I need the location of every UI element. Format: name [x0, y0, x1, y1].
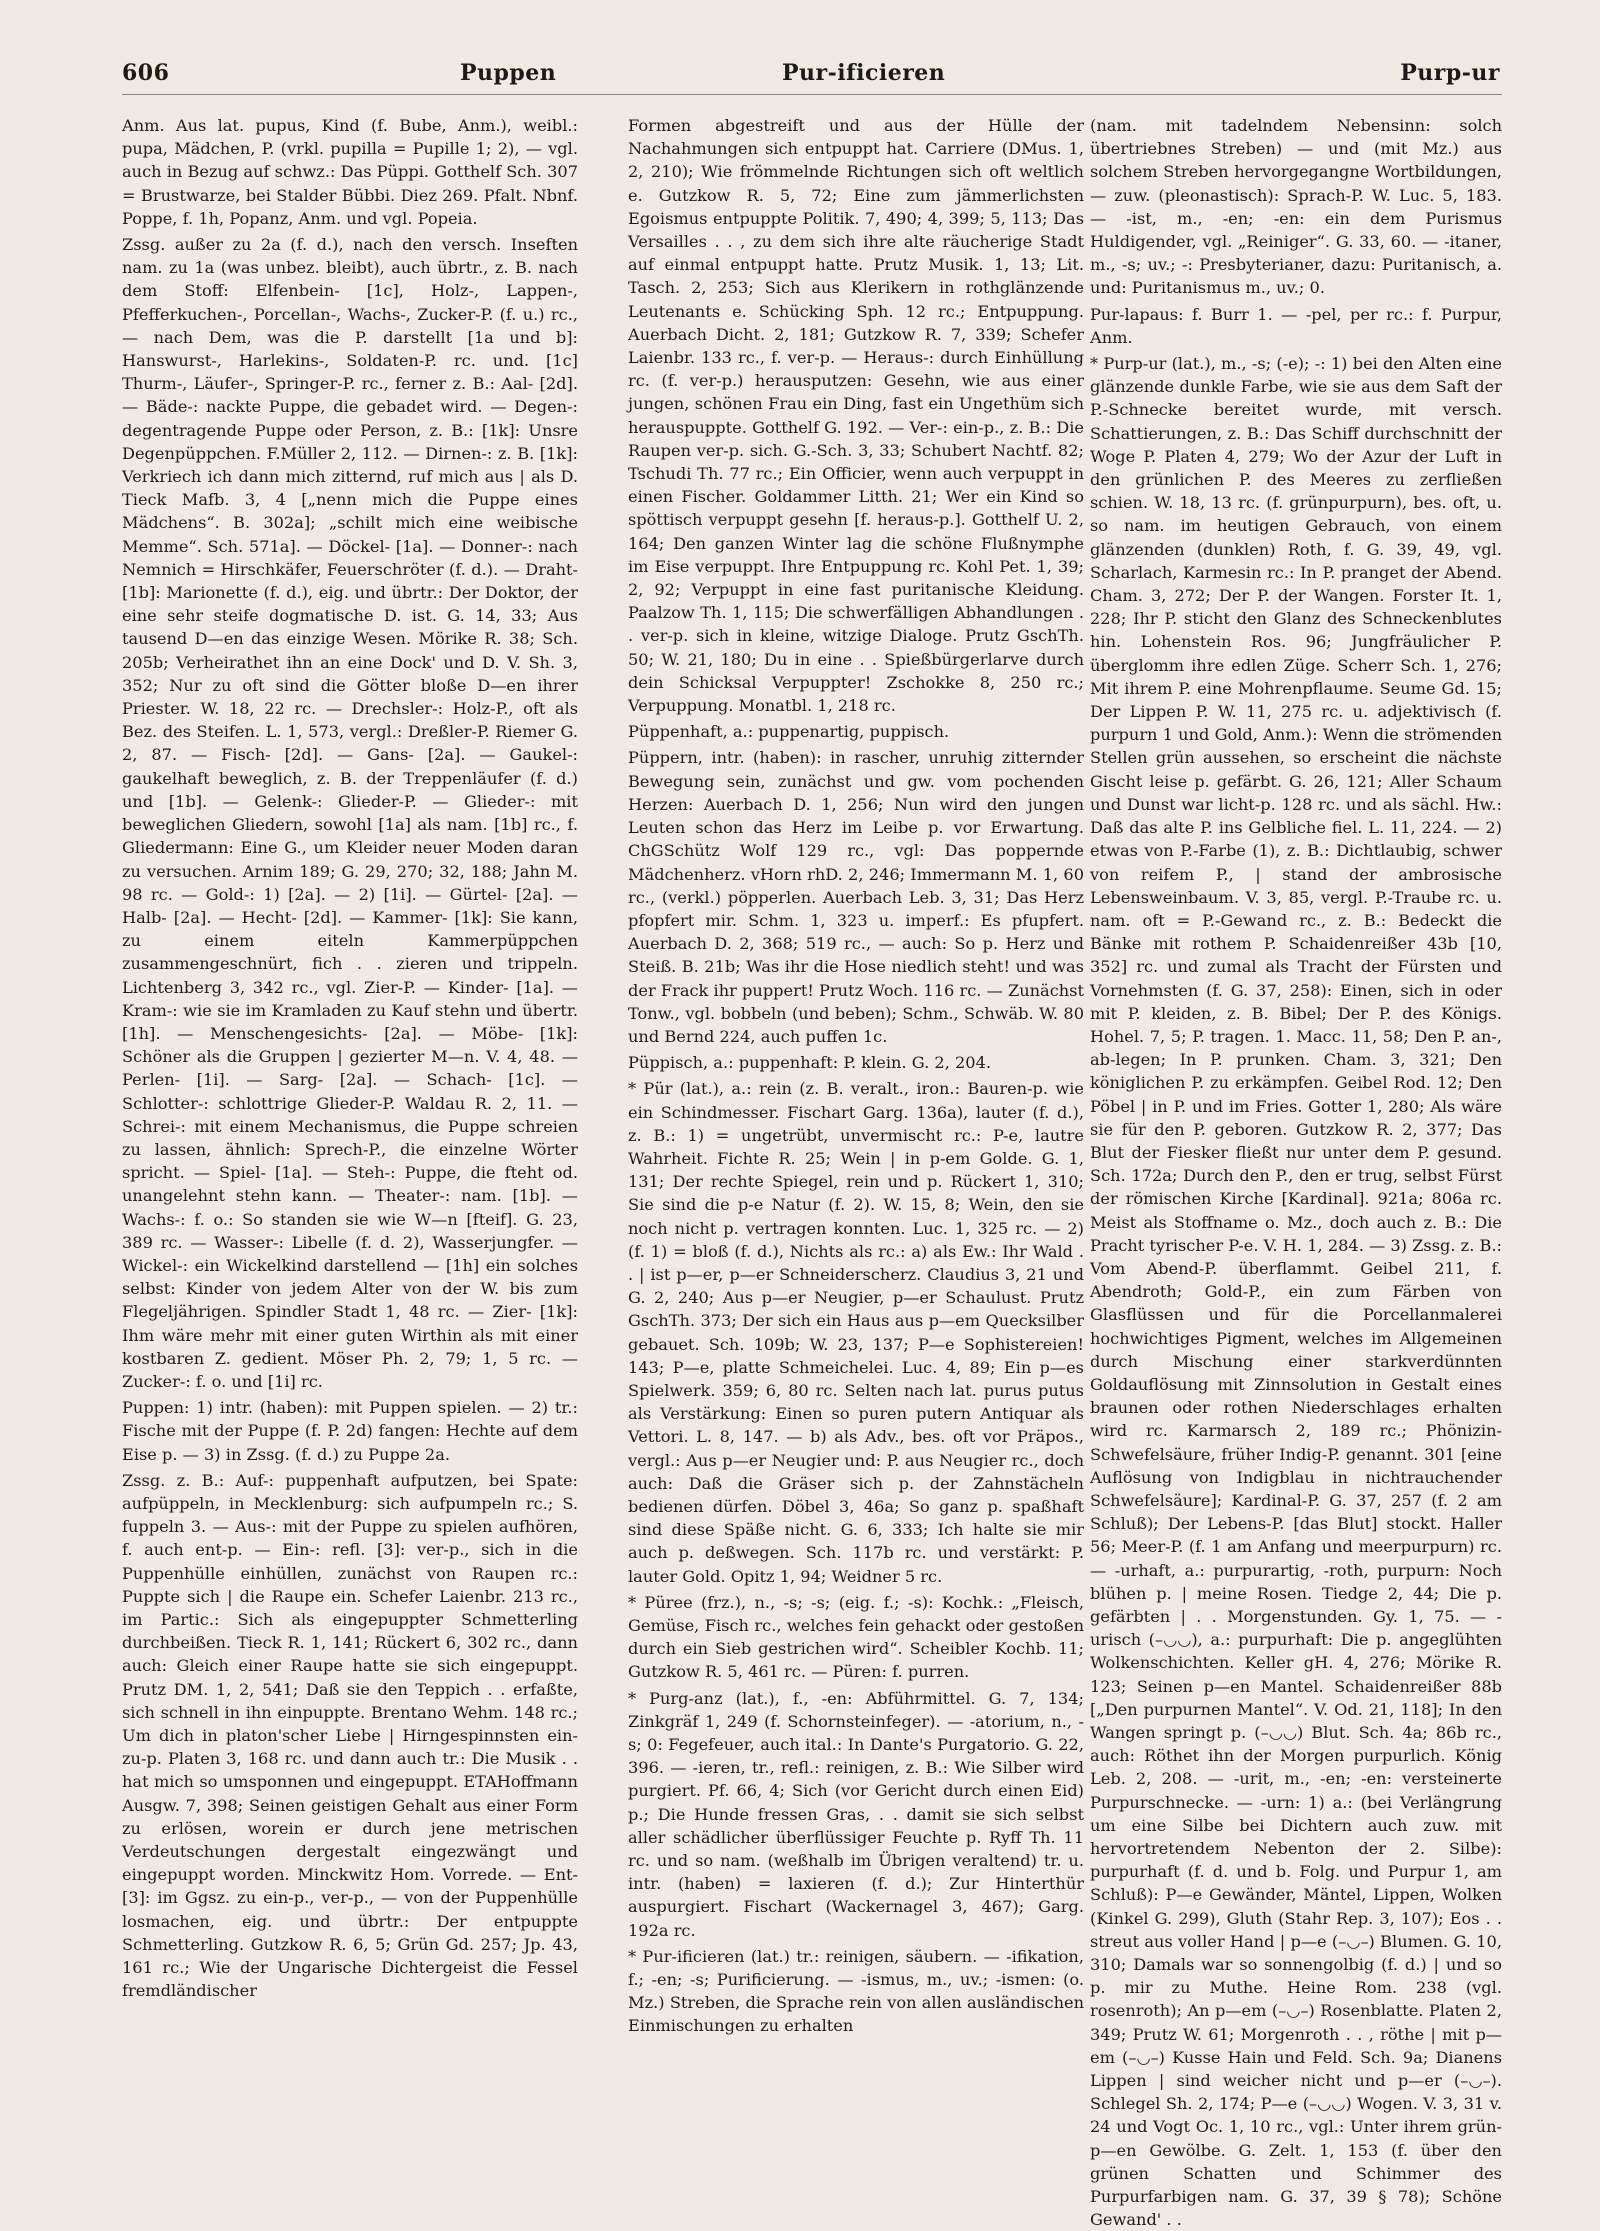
page-header — [122, 60, 1502, 95]
page-number: 606 — [122, 60, 170, 86]
column-middle — [628, 114, 1084, 2036]
entry-paragraph: Pur-lapaus: f. Burr 1. — -pel, per rc.: f. Purpur, Anm. — [1090, 304, 1502, 347]
entry-paragraph: (nam. mit tadelndem Nebensinn: solch übertriebnes Streben) — und (mit Mz.) aus solchem Streben hervorgegangne Wortbildungen, — zuw. (pleonastisch): Sprach-P. W. Luc. 5, 183. — -ist, m., -en; -en: ein dem Purismus Huldigender, vgl. „Reiniger“. G. 33, 60. — -itaner, m., -s; uv.; -: Presbyterianer, dazu: Puritanisch, a. und: Puritanismus m., uv.; 0. — [1090, 116, 1502, 298]
entry-paragraph: * Pur-ificieren (lat.) tr.: reinigen, säubern. — -ifikation, f.; -en; -s; Purificierung. — -ismus, m., uv.; -ismen: (o. Mz.) Streben, die Sprache rein von allen ausländischen Einmischungen zu erhalten — [628, 1946, 1084, 2036]
entry-paragraph: Püppern, intr. (haben): in rascher, unruhig zitternder Bewegung sein, zunächst und gw. vom pochenden Herzen: Auerbach D. 1, 256; Nun wird den jungen Leuten schon das Herz im Leibe p. vor Erwartung. ChGSchütz Wolf 129 rc., vgl: Das poppernde Mädchenherz. vHorn rhD. 2, 246; Immermann M. 1, 60 rc., (verkl.) pöpperlen. Auerbach Leb. 3, 31; Das Herz pfopfert mir. Schm. 1, 323 u. imperf.: Es pfupfert. Auerbach D. 2, 368; 519 rc., — auch: So p. Herz und Steiß. B. 21b; Was ihr die Hose niedlich steht! und was der Frack ihr puppert! Prutz Woch. 116 rc. — Zunächst Tonw., vgl. bobbeln (und beben); Schm., Schwäb. W. 80 und Bernd 224, auch puffen 1c. — [628, 748, 1084, 1046]
entry-paragraph: Zssg. z. B.: Auf-: puppenhaft aufputzen, bei Spate: aufpüppeln, in Mecklenburg: sich aufpumpeln rc.; S. fuppeln 3. — Aus-: mit der Puppe zu spielen aufhören, f. auch ent-p. — Ein-: refl. [3]: ver-p., sich in die Puppenhülle einhüllen, zunächst von Raupen rc.: Puppte sich | die Raupe ein. Schefer Laienbr. 213 rc., im Partic.: Sich als eingepuppter Schmetterling durchbeißen. Tieck R. 1, 141; Rückert 6, 302 rc., dann auch: Gleich einer Raupe hatte sie sich eingepuppt. Prutz DM. 1, 2, 541; Daß sie den Teppich . . erfaßte, sich schnell in ihn einpuppte. Brentano Wehm. 148 rc.; Um dich in platon'scher Liebe | Hirngespinnsten ein-zu-p. Platen 3, 168 rc. und dann auch tr.: Die Musik . . hat mich so umsponnen und eingepuppt. ETAHoffmann Ausgw. 7, 398; Seinen geistigen Gehalt aus einer Form zu erlösen, worein er durch jene metrischen Verdeutschungen dergestalt eingezwängt und eingepuppt worden. Minckwitz Hom. Vorrede. — Ent- [3]: im Ggsz. zu ein-p., ver-p., — von der Puppenhülle losmachen, eig. und übrtr.: Der entpuppte Schmetterling. Gutzkow R. 6, 5; Grün Gd. 257; Jp. 43, 161 rc.; Wie der Ungarische Dichtergeist die Fessel fremdländischer — [122, 1470, 578, 2001]
column-left — [122, 114, 578, 2000]
entry-paragraph: Puppen: 1) intr. (haben): mit Puppen spielen. — 2) tr.: Fische mit der Puppe (f. P. 2d) fangen: Hechte auf dem Eise p. — 3) in Zssg. (f. d.) zu Puppe 2a. — [122, 1398, 578, 1464]
entry-paragraph: Formen abgestreift und aus der Hülle der Nachahmungen sich entpuppt hat. Carriere (DMus. 1, 2, 210); Wie frömmelnde Richtungen sich oft weltlich e. Gutzkow R. 5, 72; Eine zum jämmerlichsten Egoismus entpuppte Politik. 7, 490; 4, 399; 5, 113; Das Versailles . . , zu dem sich ihre alte räucherige Stadt auf einmal entpuppt hatte. Prutz Musik. 1, 13; Lit. Tasch. 2, 253; Sich aus Klerikern in rothglänzende Leutenants e. Schücking Sph. 12 rc.; Entpuppung. Auerbach Dicht. 2, 181; Gutzkow R. 7, 339; Schefer Laienbr. 133 rc., f. ver-p. — Heraus-: durch Einhüllung rc. (f. ver-p.) herausputzen: Gesehn, wie aus einer jungen, schönen Frau ein Ding, fast ein Ungethüm sich herauspuppte. Gotthelf G. 192. — Ver-: ein-p., z. B.: Die Raupen ver-p. sich. G.-Sch. 3, 33; Schubert Nachtf. 82; Tschudi Th. 77 rc.; Ein Officier, wenn auch verpuppt in einen Fischer. Goldammer Litth. 21; Wer ein Kind so spöttisch verpuppt gesehn [f. heraus-p.]. Gotthelf U. 2, 164; Den ganzen Winter lag die schöne Flußnymphe im Eise verpuppt. Ihre Entpuppung rc. Kohl Pet. 1, 39; 2, 92; Verpuppt in eine fast puritanische Kleidung. Paalzow Th. 1, 115; Die schwerfälligen Abhandlungen . . ver-p. sich in kleine, witzige Dialoge. Prutz GschTh. 50; W. 21, 180; Du in eine . . Spießbürgerlarve durch dein Schicksal Verpuppter! Zschokke 8, 250 rc.; Verpuppung. Monatbl. 1, 218 rc. — [628, 116, 1084, 716]
column-right — [1090, 114, 1502, 2230]
entry-paragraph: * Püree (frz.), n., -s; -s; (eig. f.; -s): Kochk.: „Fleisch, Gemüse, Fisch rc., welches fein gehackt oder gestoßen durch ein Sieb gestrichen wird“. Scheibler Kochb. 11; Gutzkow R. 5, 461 rc. — Püren: f. purren. — [628, 1592, 1084, 1682]
header-left-keyword: Puppen — [460, 60, 557, 86]
entry-paragraph: * Pür (lat.), a.: rein (z. B. veralt., iron.: Bauren-p. wie ein Schindmesser. Fischart Garg. 136a), lauter (f. d.), z. B.: 1) = ungetrübt, unvermischt rc.: P-e, lautre Wahrheit. Fichte R. 25; Wein | in p-em Golde. G. 1, 131; Der rechte Spiegel, rein und p. Rückert 1, 310; Sie sind die p-e Natur (f. 2). W. 15, 8; Wein, den sie noch nicht p. vertragen konnten. Luc. 1, 325 rc. — 2) (f. 1) = bloß (f. d.), Nichts als rc.: a) als Ew.: Ihr Wald . . | ist p—er, p—er Schneiderscherz. Claudius 3, 21 und G. 2, 240; Aus p—er Neugier, p—er Schaulust. Prutz GschTh. 373; Der sich ein Haus aus p—em Quecksilber gebauet. Sch. 109b; W. 23, 137; P—e Sophistereien! 143; P—e, platte Schmeichelei. Luc. 4, 89; Ein p—es Spielwerk. 359; 6, 80 rc. Selten nach lat. purus putus als Verstärkung: Einen so puren putern Antiquar als Vettori. L. 8, 147. — b) als Adv., bes. oft vor Präpos., vergl.: Aus p—er Neugier und: P. aus Neugier rc., doch auch: Daß die Gräser sich p. der Zahnstächeln bedienen dürfen. Döbel 3, 46a; So ganz p. spaßhaft sind diese Späße nicht. G. 6, 333; Ich halte sie mir auch p. deßwegen. Sch. 117b rc. und verstärkt: P. lauter Gold. Opitz 1, 94; Weidner 5 rc. — [628, 1079, 1084, 1586]
entry-paragraph: Zssg. außer zu 2a (f. d.), nach den versch. Inseften nam. zu 1a (was unbez. bleibt), auch übrtr., z. B. nach dem Stoff: Elfenbein- [1c], Holz-, Lappen-, Pfefferkuchen-, Porcellan-, Wachs-, Zucker-P. (f. u.) rc., — nach Dem, was die P. darstellt [1a und b]: Hanswurst-, Harlekins-, Soldaten-P. rc. und. [1c] Thurm-, Läufer-, Springer-P. rc., ferner z. B.: Aal- [2d]. — Bäde-: nackte Puppe, die gebadet wird. — Degen-: degentragende Puppe oder Person, z. B.: [1k]: Unsre Degenpüppchen. F.Müller 2, 112. — Dirnen-: z. B. [1k]: Verkriech ich dann mich zitternd, ruf mich aus | als D. Tieck Mafb. 3, 4 [„nenn mich die Puppe eines Mädchens“. B. 302a]; „schilt mich eine weibische Memme“. Sch. 571a]. — Döckel- [1a]. — Donner-: nach Nemnich = Hirschkäfer, Feuerschröter (f. d.). — Draht- [1b]: Marionette (f. d.), eig. und übrtr.: Der Doktor, der eine sehr steife dogmatische D. ist. G. 14, 33; Aus tausend D—en das einzige Wesen. Mörike R. 38; Sch. 205b; Verheirathet ihn an eine Dock' und D. V. Sh. 3, 352; Nur zu oft sind die Götter bloße D—en ihrer Priester. W. 18, 22 rc. — Drechsler-: Holz-P., oft als Bez. des Steifen. L. 1, 573, vergl.: Dreßler-P. Riemer G. 2, 87. — Fisch- [2d]. — Gans- [2a]. — Gaukel-: gaukelhaft beweglich, z. B. der Treppenläufer (f. d.) und [1b]. — Gelenk-: Glieder-P. — Glieder-: mit beweglichen Gliedern, sowohl [1a] als nam. [1b] rc., f. Gliedermann: Eine G., um Kleider neuer Moden daran zu versuchen. Arnim 189; G. 29, 270; 32, 188; Jahn M. 98 rc. — Gold-: 1) [2a]. — 2) [1i]. — Gürtel- [2a]. — Halb- [2a]. — Hecht- [2d]. — Kammer- [1k]: Sie kann, zu einem eiteln Kammerpüppchen zusammengeschnürt, fich . . zieren und trippeln. Lichtenberg 3, 342 rc., vgl. Zier-P. — Kinder- [1a]. — Kram-: wie sie im Kramladen zu Kauf stehn und übertr. [1h]. — Menschengesichts- [2a]. — Möbe- [1k]: Schöner als die Gruppen | gezierter M—n. V. 4, 48. — Perlen- [1i]. — Sarg- [2a]. — Schach- [1c]. — Schlotter-: schlottrige Glieder-P. Waldau R. 2, 11. — Schrei-: mit einem Mechanismus, die Puppe schreien zu lassen, ähnlich: Sprech-P., die einzelne Wörter spricht. — Spiel- [1a]. — Steh-: Puppe, die fteht od. unangelehnt stehn kann. — Theater-: nam. [1b]. — Wachs-: f. o.: So standen sie wie W—n [fteif]. G. 23, 389 rc. — Wasser-: Libelle (f. d. 2), Wasserjungfer. — Wickel-: ein Wickelkind darstellend — [1h] ein solches selbst: Kinder von jedem Alter von der W. bis zum Flegeljährigen. Spindler Stadt 1, 48 rc. — Zier- [1k]: Ihm wäre mehr mit einer guten Wirthin als mit einer kostbaren Z. gedient. Möser Ph. 2, 79; 1, 5 rc. — Zucker-: f. o. und [1i] rc. — [122, 235, 578, 1391]
header-right-keyword: Purp-ur — [1400, 60, 1500, 86]
entry-paragraph: * Purg-anz (lat.), f., -en: Abführmittel. G. 7, 134; Zinkgräf 1, 249 (f. Schornsteinfeger). — -atorium, n., -s; 0: Fegefeuer, auch ital.: In Dante's Purgatorio. G. 22, 396. — -ieren, tr., refl.: reinigen, z. B.: Wie Silber wird purgiert. Pf. 66, 4; Sich (vor Gericht durch einen Eid) p.; Die Hunde fressen Gras, . . damit sie sich selbst aller schädlicher überflüssiger Feuchte p. Ryff Th. 11 rc. und so nam. (weßhalb im Übrigen veraltend) tr. u. intr. (haben) = laxieren (f. d.); Zur Hinterthür auspurgiert. Fischart (Wackernagel 3, 467); Garg. 192a rc. — [628, 1688, 1084, 1940]
entry-paragraph: Püppisch, a.: puppenhaft: P. klein. G. 2, 204. — [628, 1053, 992, 1073]
entry-paragraph: Anm. Aus lat. pupus, Kind (f. Bube, Anm.), weibl.: pupa, Mädchen, P. (vrkl. pupilla = Pupille 1; 2), — vgl. auch in Bezug auf schwz.: Das Püppi. Gotthelf Sch. 307 = Brustwarze, bei Stalder Bübbi. Diez 269. Pfalt. Nbnf. Poppe, f. 1h, Popanz, Anm. und vgl. Popeia. — [122, 116, 578, 228]
entry-paragraph: Püppenhaft, a.: puppenartig, puppisch. — [628, 722, 950, 742]
header-center-keyword: Pur-ificieren — [782, 60, 946, 86]
entry-paragraph: * Purp-ur (lat.), m., -s; (-e); -: 1) bei den Alten eine glänzende dunkle Farbe, wie sie aus dem Saft der P.-Schnecke bereitet wurde, mit versch. Schattierungen, z. B.: Das Schiff durchschnitt der Woge P. Platen 4, 279; Wo der Azur der Luft in den grünlichen P. des Meeres zu zerfließen schien. W. 18, 13 rc. (f. grünpurpurn), bes. oft, u. so nam. im heutigen Gebrauch, von einem glänzenden (dunklen) Roth, f. G. 39, 49, vgl. Scharlach, Karmesin rc.: In P. pranget der Abend. Cham. 3, 272; Der P. der Wangen. Forster It. 1, 228; Ihr P. sticht den Glanz des Schneckenblutes hin. Lohenstein Ros. 96; Jungfräulicher P. überglomm ihre edlen Züge. Scherr Sch. 1, 276; Mit ihrem P. eine Mohrenpflaume. Seume Gd. 15; Der Lippen P. W. 11, 275 rc. u. adjektivisch (f. purpurn 1 und Gold, Anm.): Wenn die strömenden Stellen grün aussehen, so erscheint die nächste Gischt leise p. gefärbt. G. 26, 121; Aller Schaum und Dunst war licht-p. 128 rc. und als sächl. Hw.: Daß das alte P. ins Gelbliche fiel. L. 11, 224. — 2) etwas von P.-Farbe (1), z. B.: Dichtlaubig, schwer von reifem P., | stand der ambrosische Lebensweinbaum. V. 3, 85, vergl. P.-Traube rc. u. nam. oft = P.-Gewand rc., z. B.: Bedeckt die Bänke mit rothem P. Schaidenreißer 43b [10, 352] rc. und zumal als Tracht der Fürsten und Vornehmsten (f. G. 37, 258): Einen, sich in oder mit P. kleiden, z. B. Bibel; Der P. des Königs. Hohel. 7, 5; P. tragen. 1. Macc. 11, 58; Den P. an-, ab-legen; In P. prunken. Cham. 3, 321; Den königlichen P. zu erkämpfen. Geibel Rod. 12; Den Pöbel | in P. und im Fries. Gotter 1, 280; Als wäre sie für den P. geboren. Gutzkow R. 2, 377; Das Blut der Fiesker fließt nur unter dem P. gesund. Sch. 172a; Durch den P., den er trug, selbst Fürst der römischen Kirche [Kardinal]. 921a; 806a rc. Meist als Stoffname o. Mz., doch auch z. B.: Die Pracht tyrischer P-e. V. H. 1, 284. — 3) Zssg. z. B.: Vom Abend-P. überflammt. Geibel 211, f. Abendroth; Gold-P., ein zum Färben von Glasflüssen und für die Porcellanmalerei hochwichtiges Pigment, welches im Allgemeinen durch Mischung einer starkverdünnten Goldauflösung mit Zinnsolution in Gestalt eines braunen oder rothen Niederschlages erhalten wird rc. Karmarsch 2, 189 rc.; Phönizin-Schwefelsäure, früher Indig-P. genannt. 301 [eine Auflösung von Indigblau in nichtrauchender Schwefelsäure]; Kardinal-P. G. 37, 257 (f. 2 am Schluß); Der Lebens-P. [das Blut] stockt. Haller 56; Meer-P. (f. 1 am Anfang und meerpurpurn) rc. — -urhaft, a.: purpurartig, -roth, purpurn: Noch blühen p. | meine Rosen. Tiedge 2, 44; Die p. gefärbten | . . Morgenstunden. Gy. 1, 75. — -urisch (–◡◡), a.: purpurhaft: Die p. angeglühten Wolkenschichten. Keller gH. 4, 276; Mörike R. 123; Seinen p—en Mantel. Schaidenreißer 88b [„Den purpurnen Mantel“. V. Od. 21, 118]; In den Wangen springt p. (–◡◡) Blut. Sch. 4a; 86b rc., auch: Röthet ihn der Morgen purpurlich. König Leb. 2, 208. — -urit, m., -en; -en: versteinerte Purpurschnecke. — -urn: 1) a.: (bei Verlängrung um eine Silbe bei Dichtern auch zuw. mit hervortretendem Nebenton der 2. Silbe): purpurhaft (f. d. und b. Folg. und Purpur 1, am Schluß): P—e Gewänder, Mäntel, Lippen, Wolken (Kinkel G. 299), Gluth (Stahr Rep. 3, 107); Eos . . streut aus voller Hand | p—e (–◡–) Blumen. G. 10, 310; Damals war so sonnengolbig (f. d.) | und so p. mir zu Muthe. Heine Rom. 238 (vgl. rosenroth); An p—em (–◡–) Rosenblatte. Platen 2, 349; Prutz W. 61; Morgenroth . . , röthe | mit p—em (–◡–) Kusse Hain und Feld. Sch. 9a; Dianens Lippen | sind weicher nicht und p—er (–◡–). Schlegel Sh. 2, 174; P—e (–◡◡) Wogen. V. 3, 31 v. 24 und Vogt Oc. 1, 10 rc., vgl.: Unter ihrem grün-p—en Gewölbe. G. Zelt. 1, 153 (f. über den grünen Schatten und Schimmer des Purpurfarbigen nam. G. 37, 39 § 78); Schöne Gewand' . . — [1090, 354, 1502, 2230]
